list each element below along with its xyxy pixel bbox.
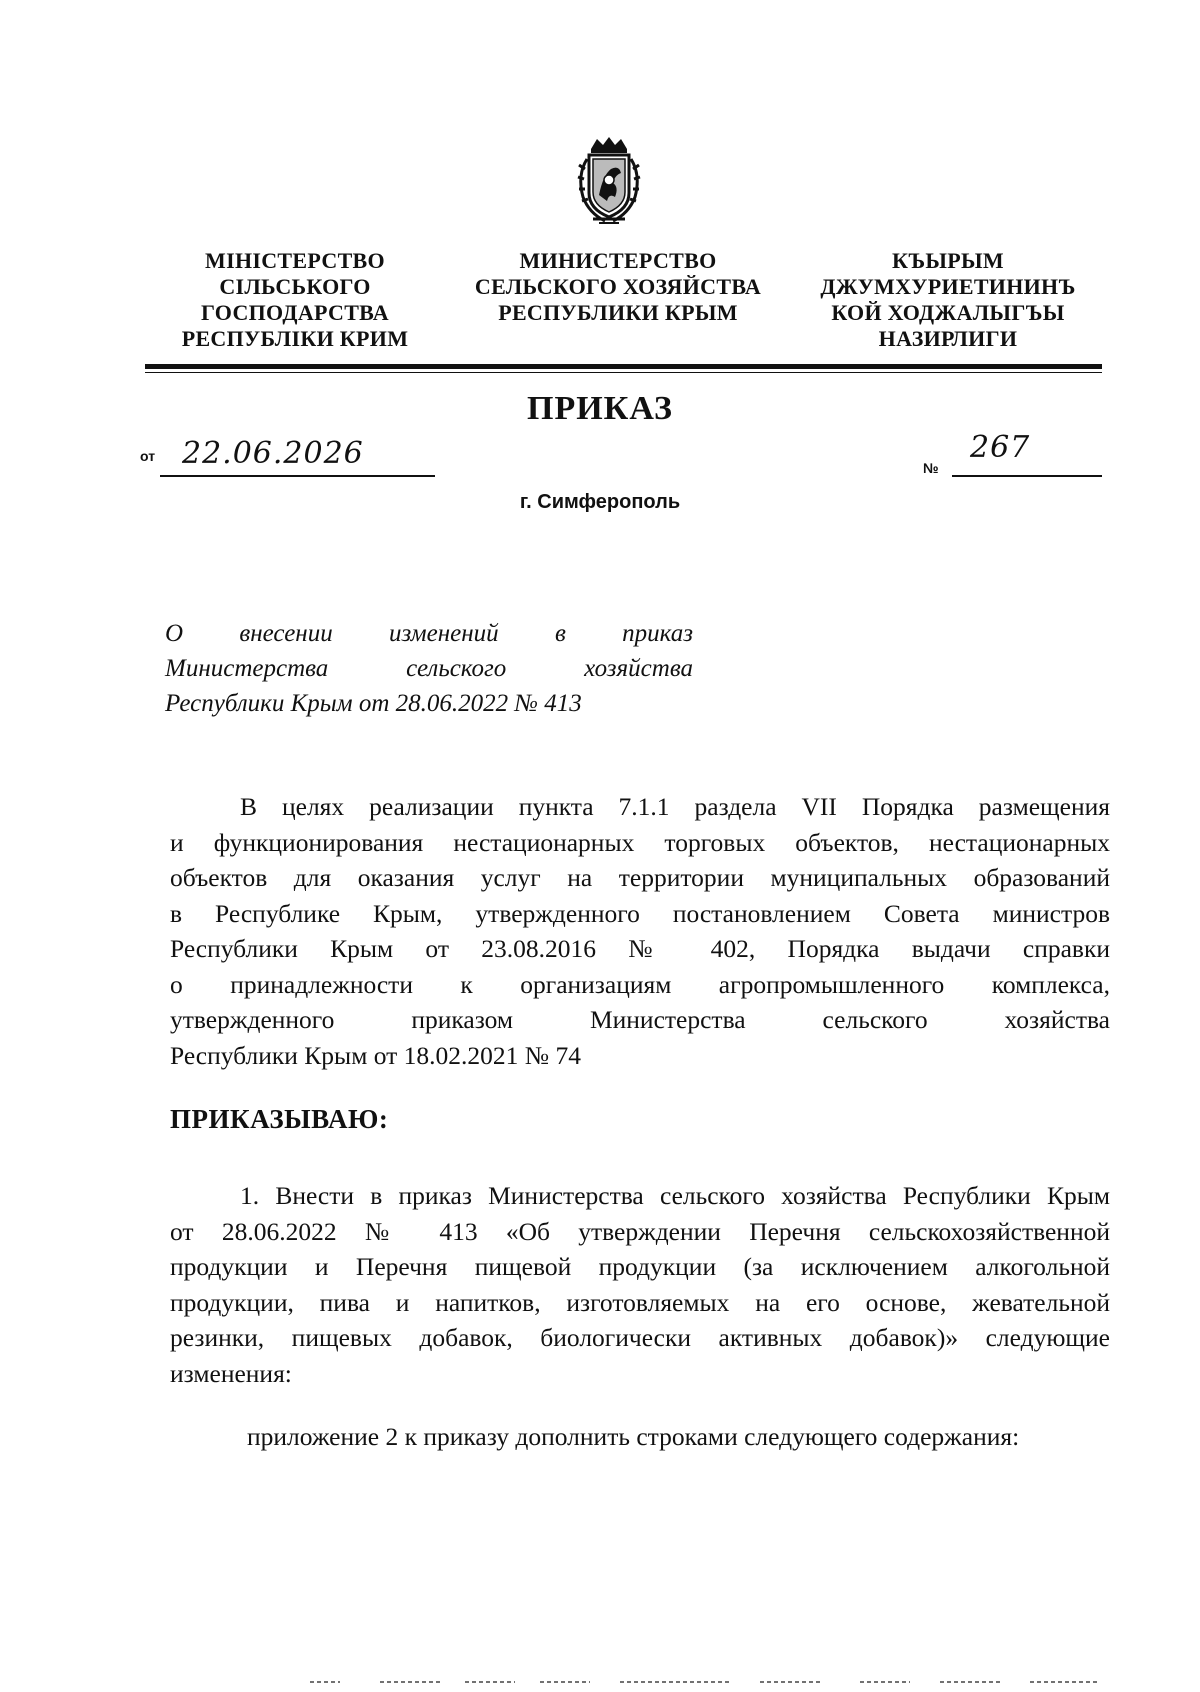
scan-edge-marks <box>300 1680 1120 1684</box>
org-name-ukrainian: МІНІСТЕРСТВО СІЛЬСЬКОГО ГОСПОДАРСТВА РЕСПУБЛІКИ КРИМ <box>181 248 409 351</box>
number-prefix: № <box>923 460 939 476</box>
preamble-paragraph: В целях реализации пункта 7.1.1 раздела VII Порядка размещения и функционирования нестационарных торговых объектов, нестационарных объектов для оказания услуг на территории муниципальных образований в Республике Крым, утвержденного постановлением Совета министров Республики Крым от 23.08.2016 № 402, Порядка выдачи справки о принадлежности к организациям агропромышленного комплекса, утвержденного приказом Министерства сельского хозяйства Республики Крым от 18.02.2021 № 74 <box>170 792 1110 1070</box>
header-divider-thick <box>145 364 1102 369</box>
city: г. Симферополь <box>519 491 681 513</box>
document-title: ПРИКАЗ <box>527 390 673 427</box>
handwritten-date: 22.06.2026 <box>182 436 364 471</box>
appendix-instruction: приложение 2 к приказу дополнить строками следующего содержания: <box>247 1422 1020 1451</box>
number-underline <box>952 475 1102 477</box>
document-subject: О внесении изменений в приказ Министерства сельского хозяйства Республики Крым от 28.06.2022 № 413 <box>165 620 693 717</box>
date-prefix: от <box>140 448 156 464</box>
crimea-emblem-icon <box>569 135 649 227</box>
org-name-russian: МИНИСТЕРСТВО СЕЛЬСКОГО ХОЗЯЙСТВА РЕСПУБЛИКИ КРЫМ <box>474 248 762 325</box>
order-directive: ПРИКАЗЫВАЮ: <box>170 1104 389 1134</box>
date-underline <box>160 475 435 477</box>
org-name-crimean-tatar: КЪЫРЫМ ДЖУМХУРИЕТИНИНЪ КОЙ ХОДЖАЛЫГЪЫ НАЗИРЛИГИ <box>820 248 1076 351</box>
item-1-paragraph: 1. Внести в приказ Министерства сельского хозяйства Республики Крым от 28.06.2022 № 413 «Об утверждении Перечня сельскохозяйственной продукции и Перечня пищевой продукции (за исключением алкогольной продукции, пива и напитков, изготовляемых на его основе, жевательной резинки, пищевых добавок, биологически активных добавок)» следующие изменения: <box>170 1181 1110 1388</box>
handwritten-number: 267 <box>970 430 1031 465</box>
header-divider-thin <box>145 372 1102 373</box>
